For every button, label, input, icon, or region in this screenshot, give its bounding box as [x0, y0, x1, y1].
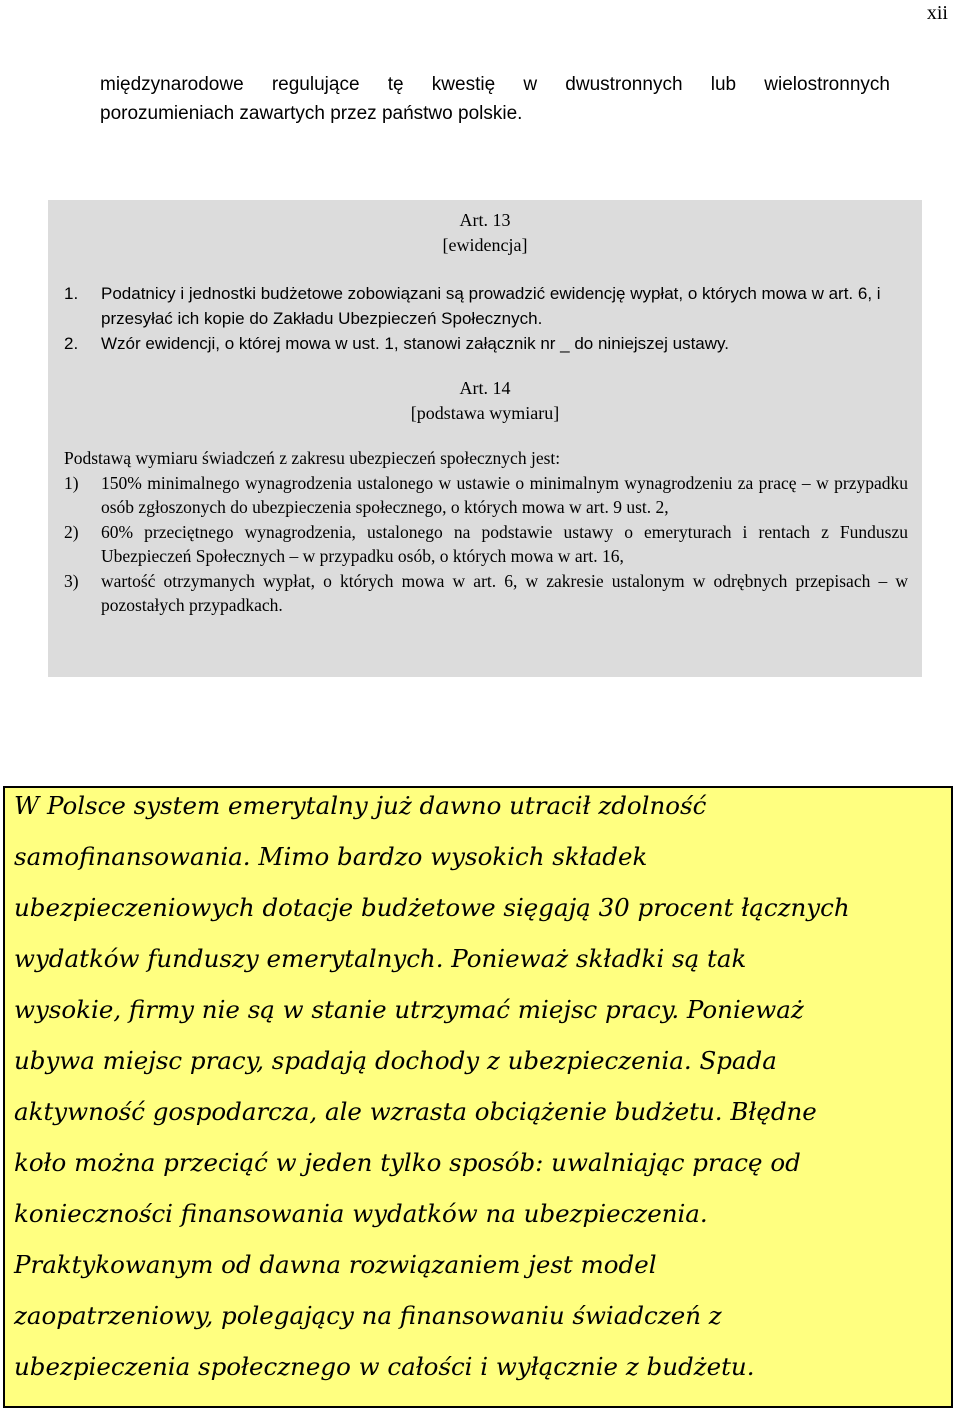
item-number: 2. [64, 334, 79, 353]
item-text: Podatnicy i jednostki budżetowe zobowiązani są prowadzić ewidencję wypłat, o których mowa w art. 6, i przesyłać ich kopie do Zakładu Ubezpieczeń Społecznych. [101, 284, 881, 328]
intro-line-2: porozumieniach zawartych przez państwo polskie. [100, 103, 523, 124]
item-number: 1. [64, 284, 79, 303]
commentary-line: aktywność gospodarcza, ale wzrasta obciążenie budżetu. Błędne [14, 1097, 817, 1126]
intro-word: międzynarodowe [100, 74, 244, 95]
art14-heading [48, 376, 922, 426]
art14-item [64, 520, 908, 569]
art14-intro: Podstawą wymiaru świadczeń z zakresu ubezpieczeń społecznych jest: [64, 448, 561, 468]
commentary-line: samofinansowania. Mimo bardzo wysokich składek [14, 842, 648, 871]
commentary-line: ubezpieczeniowych dotacje budżetowe sięgają 30 procent łącznych [14, 893, 850, 922]
art13-item [64, 331, 908, 356]
intro-paragraph [100, 70, 890, 128]
intro-word: kwestię [431, 74, 496, 95]
item-text: wartość otrzymanych wypłat, o których mowa w art. 6, w zakresie ustalonym w odrębnych przepisach – w pozostałych przypadkach. [101, 570, 908, 615]
item-text: Wzór ewidencji, o której mowa w ust. 1, stanowi załącznik nr _ do niniejszej ustawy. [101, 334, 729, 353]
art14-title: Art. 14 [459, 378, 511, 398]
art14-body [64, 446, 908, 618]
art13-title: Art. 13 [459, 210, 511, 230]
intro-word: lub [710, 74, 737, 95]
art13-list [64, 281, 908, 356]
commentary-line: W Polsce system emerytalny już dawno utracił zdolność [14, 791, 707, 820]
item-text: 150% minimalnego wynagrodzenia ustalonego w ustawie o minimalnym wynagrodzeniu za pracę – w przypadku osób zgłoszonych do ubezpieczenia społecznego, o których mowa w art. 9 ust. 2, [101, 472, 908, 517]
commentary-line: wydatków funduszy emerytalnych. Ponieważ składki są tak [14, 944, 747, 973]
intro-line-1 [100, 70, 890, 99]
commentary-line: wysokie, firmy nie są w stanie utrzymać miejsc pracy. Ponieważ [14, 995, 804, 1024]
art14-item [64, 569, 908, 618]
art14-subtitle: [podstawa wymiaru] [410, 403, 560, 423]
item-number: 1) [64, 472, 79, 493]
art13-subtitle: [ewidencja] [442, 235, 528, 255]
intro-word: w [523, 74, 538, 95]
item-text: 60% przeciętnego wynagrodzenia, ustalonego na podstawie ustawy o emeryturach i rentach z Funduszu Ubezpieczeń Społecznych – w przypadku osób, o których mowa w art. 16, [101, 521, 908, 566]
commentary-line: koło można przeciąć w jeden tylko sposób: uwalniając pracę od [14, 1148, 801, 1177]
page-number: xii [926, 2, 948, 24]
item-number: 2) [64, 521, 79, 542]
commentary-line: zaopatrzeniowy, polegający na finansowaniu świadczeń z [14, 1301, 722, 1330]
item-number: 3) [64, 570, 79, 591]
art14-item [64, 471, 908, 520]
art13-heading [48, 208, 922, 258]
commentary-line: ubezpieczenia społecznego w całości i wyłącznie z budżetu. [14, 1352, 755, 1381]
commentary-line: konieczności finansowania wydatków na ubezpieczenia. [14, 1199, 708, 1228]
art13-item [64, 281, 908, 331]
commentary-line: Praktykowanym od dawna rozwiązaniem jest model [14, 1250, 657, 1279]
intro-word: regulujące [271, 74, 360, 95]
commentary-line: ubywa miejsc pracy, spadają dochody z ubezpieczenia. Spada [14, 1046, 777, 1075]
commentary-text [14, 780, 949, 1392]
intro-word: wielostronnych [764, 74, 890, 95]
intro-word: tę [387, 74, 404, 95]
intro-word: dwustronnych [565, 74, 683, 95]
